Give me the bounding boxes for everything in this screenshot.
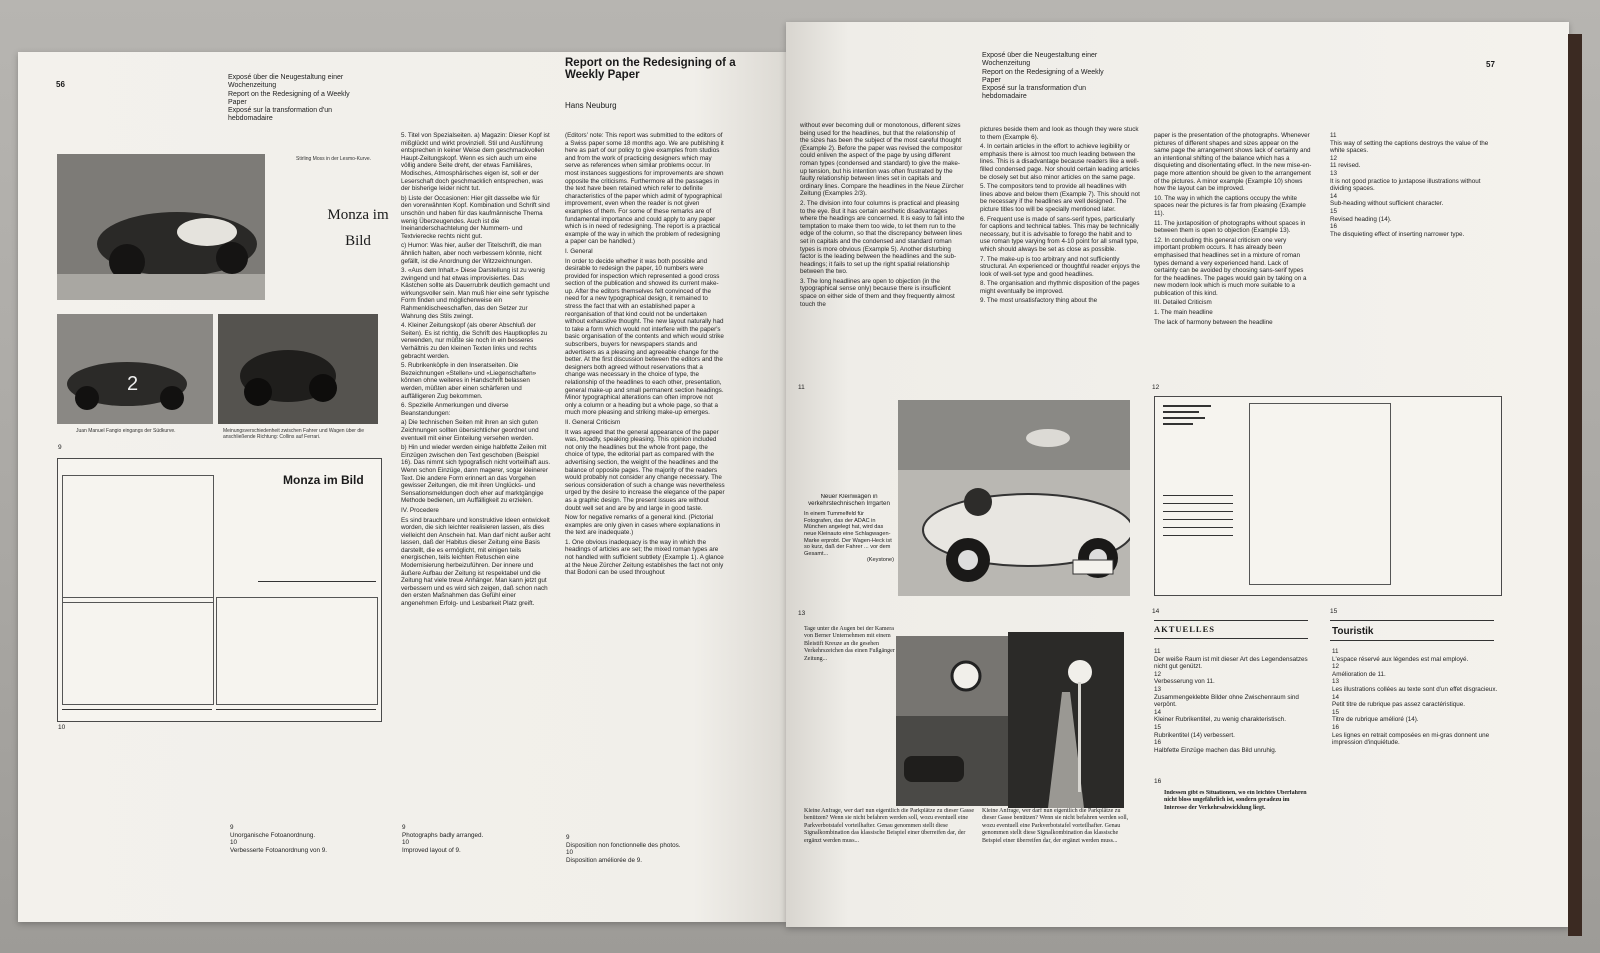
footnote-number: 10 xyxy=(402,839,410,847)
caption-text: Revised heading (14). xyxy=(1330,215,1392,223)
layout-rule xyxy=(1163,535,1233,536)
monza-headline-serif xyxy=(318,202,398,254)
caption-text: Titre de rubrique amélioré (14). xyxy=(1332,716,1419,724)
paragraph: 4. Kleiner Zeitungskopf (als oberer Abschluß der Seiten). Es ist richtig, die Schrift des Hauptkopfes zu verwenden, nur müßte sie noch in ein besseres Verhältnis zu den kleinen Texten links und rechts gebracht werden. xyxy=(401,322,548,360)
figure-number: 14 xyxy=(1152,608,1160,615)
paragraph: Now for negative remarks of a general kind. (Pictorial examples are only given in cases where explanations in the text are inadequate.) xyxy=(565,514,721,537)
caption-number: 16 xyxy=(1332,723,1340,731)
caption-text: Amélioration de 11. xyxy=(1332,670,1386,678)
caption-text: This way of setting the captions destroys the value of the white spaces. xyxy=(1330,139,1489,155)
german-text-column xyxy=(401,132,551,772)
caption-number: 14 xyxy=(1330,192,1338,200)
layout-photo-placeholder xyxy=(216,597,378,705)
monza-headline-text: Monza im Bild xyxy=(327,207,389,249)
race-car-illustration xyxy=(218,314,378,424)
paragraph: c) Humor: Was hier, außer der Titelschrift, die man ähnlich halten, aber noch verbessern könnte, nicht gefällt, ist die Anordnung der Witzzeichnungen. xyxy=(401,242,542,265)
paragraph: III. Detailed Criticism xyxy=(1154,299,1212,307)
page-number-left: 56 xyxy=(56,80,65,89)
monza-headline-bold: Monza im Bild xyxy=(283,473,364,487)
street-illustration xyxy=(896,636,1008,806)
caption-text: Verbesserung von 11. xyxy=(1154,678,1215,686)
caption-text: L'espace réservé aux légendes est mal employé. xyxy=(1332,655,1469,663)
photo-street-sign xyxy=(896,636,1008,806)
figure-13-text-bottom-2 xyxy=(982,808,1132,892)
caption-text: Zusammengeklebte Bilder ohne Zwischenraum sind verpönt. xyxy=(1154,693,1299,709)
race-car-illustration xyxy=(57,314,213,424)
paragraph: 3. «Aus dem Inhalt.» Diese Darstellung ist zu wenig zwingend und hat etwas improvisiertes. Das Kästchen sollte als Dauerrubrik deutlich gemacht und wirkungsvoller sein. Man muß hier eine sehr typische Form finden und möglicherweise ein Rahmenklischeeschaffen, das den Setzer zur Wahrung des Stils zwingt. xyxy=(401,267,550,320)
caption-text: Rubrikentitel (14) verbessert. xyxy=(1154,731,1235,739)
caption-title: Neuer Kleinwagen in verkehrstechnischen Irrgarten xyxy=(808,494,890,507)
paragraph: 5. Titel von Spezialseiten. a) Magazin: Dieser Kopf ist mißglückt und wirkt provinziell. Stil und Ausführung entsprechen in keiner Weise dem geschmackvollen Haupt-Zeitungskopf. Wenn es sich auch um eine völlig andere Seite dreht, der etwas Familiäres, Modisches, Atmosphärisches eigen ist, soll er der Leserschaft doch geschmacklich entsprechen, was der bisherige leider nicht tut. xyxy=(401,132,550,193)
caption-number: 15 xyxy=(1332,708,1340,716)
layout-rule xyxy=(216,709,376,710)
footnote-text: Improved layout of 9. xyxy=(402,846,461,854)
header-line: Paper xyxy=(982,76,1001,84)
caption-text: Sub-heading without sufficient character. xyxy=(1330,200,1444,208)
layout-rule xyxy=(1163,495,1233,496)
layout-rule xyxy=(1163,503,1233,504)
paragraph: 4. In certain articles in the effort to achieve legibility or emphasis there is almost too much leading between the lines. This is a disadvantage because readers like a well-filled condensed page. Nor should certain leading articles be closely set but also minor articles on the same page. xyxy=(980,143,1140,181)
caption-number: 13 xyxy=(1330,169,1338,177)
header-line: Exposé über die Neugestaltung einer xyxy=(982,52,1098,59)
paragraph: 3. The long headlines are open to objection (in the typographical sense only) because there is insufficient space on either side of them and they frequently almost touch the xyxy=(800,277,955,308)
layout-photo-placeholder xyxy=(62,597,214,705)
header-line: hebdomadaire xyxy=(982,93,1027,101)
caption-number: 12 xyxy=(1154,670,1162,678)
footnote-text: Unorganische Fotoanordnung. xyxy=(230,831,316,839)
paragraph: IV. Procedere xyxy=(401,506,439,514)
figure-number: 16 xyxy=(1154,778,1162,785)
paragraph: b) Hin und wieder werden einige halbfette Zeilen mit Einzügen zwischen den Text geschoben (Beispiel 16). Das nimmt sich typografisch nicht vorteilhaft aus. Wenn schon Einzüge, dann magerer, sogar kleinerer Text. Die andere Form erinnert an das Vorgehen gewisser Zeitungen, die mit ihren Unglücks- und Sensationsmeldungen doch eher auf marktgängige Methode bedienen, um Auffälligkeit zu erzielen. xyxy=(401,444,551,505)
paragraph: I. General xyxy=(565,247,593,255)
photo-race-car-moss xyxy=(57,154,265,300)
paragraph: II. General Criticism xyxy=(565,418,621,426)
paragraph: 6. Frequent use is made of sans-serif types, particularly for captions and technical tables. This may be technically necessary, but it is advisable to forego the habit and to use roman type varying from 4-10 point for all small type, which should always be set as close as possible. xyxy=(980,215,1139,253)
caption-text: Halbfette Einzüge machen das Bild unruhig. xyxy=(1154,746,1277,754)
caption-credit: (Keystone) xyxy=(866,557,894,564)
footnote-number: 10 xyxy=(566,849,574,857)
paragraph: without ever becoming dull or monotonous, different sizes being used for the headlines, but that the relationship of the sizes has been the subject of the most careful thought (Example 2). Before the paper was revised the compositor could enliven the aspect of the page by using different roman types (condensed and standard) to give the make-up tension, but his intention was often frustrated by the faulty relationship between lines set in capitals and ordinary lines. Compare the headlines in the Neue Zürcher Zeitung (Examples 2/3). xyxy=(800,122,964,198)
caption-text: Les lignes en retrait composées en mi-gras donnent une impression d'inquiétude. xyxy=(1332,731,1490,747)
figure-10-layout xyxy=(57,458,382,722)
paragraph: 5. Rubrikenköpfe in den Inseratseiten. Die Bezeichnungen «Stellen» und «Liegenschaften» können ohne weiteres in Handschrift belassen werden, müßten aber einen schärferen und auffälligeren Zug bekommen. xyxy=(401,362,537,400)
header-line: Wochenzeitung xyxy=(228,82,277,90)
caption-text: The disquieting effect of inserting narrower type. xyxy=(1330,230,1465,238)
caption-number: 12 xyxy=(1330,154,1338,162)
paragraph: paper is the presentation of the photographs. Whenever pictures of different shapes and sizes appear on the same page the arrangement shows lack of certainty and an intentional shifting of the balance which has a disquieting and disorientating effect. In the new mise-en-page more attention should be given to the arrangement of the pictures. A minor example (Example 10) shows how the layout can be improved. xyxy=(1154,132,1312,193)
figure-12-layout xyxy=(1154,396,1502,596)
paragraph: 11. The juxtaposition of photographs without spaces in between them is open to objection (Example 13). xyxy=(1154,219,1306,235)
footnote-text: Disposition non fonctionnelle des photos. xyxy=(566,841,681,849)
paragraph: Kleine Anfrage, wer darf nun eigentlich die Parkplätze zu dieser Gasse benützen? Wenn sie nicht befahren werden soll, wozu eventuell eine Parkverbotstafel vorteilhafter. Genau genommen stellt diese Signalkombination das klassische Beispiel einer überreifen dar, der ergänzt werden muss... xyxy=(804,808,975,844)
article-title: Report on the Redesigning of a Weekly Paper xyxy=(565,57,736,81)
figure-number: 13 xyxy=(798,610,806,617)
page-header-left xyxy=(228,74,398,124)
layout-photo-placeholder xyxy=(62,475,214,603)
layout-photo-placeholder xyxy=(1249,403,1391,585)
section-rule xyxy=(1154,638,1308,639)
article-author: Hans Neuburg xyxy=(565,101,617,110)
paragraph: 1. One obvious inadequacy is the way in which the headings of articles are set; the mixed roman types are not handled with sufficient subtlety (Example 1). A glance at the Neue Zürcher Zeitung establishes the fact not only that Bodoni can be used throughout xyxy=(565,538,724,577)
right-page xyxy=(786,22,1569,927)
caption-moss: Stirling Moss in der Lesmo-Kurve. xyxy=(296,156,372,162)
caption-number: 12 xyxy=(1332,663,1340,671)
paragraph: 12. In concluding this general criticism one very important problem occurs. It has already been emphasised that headlines set in a mixture of roman types demand a very experienced hand. Lack of certainty can be avoided by choosing sans-serif types for the headlines. The pages would gain by taking on a new modern look which is much more suitable to a publication of this kind. xyxy=(1154,236,1307,297)
page-number-right: 57 xyxy=(1486,60,1495,69)
paragraph: b) Liste der Occasionen: Hier gilt dasselbe wie für den vorerwähnten Kopf. Kombination und Schrift sind unschön und haben für das kaufmännische Thema wenig Überzeugendes. Auch ist die Ineinanderschachtelung der Nummern- und Textvierecke rechts nicht gut. xyxy=(401,194,550,240)
header-line: hebdomadaire xyxy=(228,115,273,123)
caption-number: 16 xyxy=(1154,739,1162,747)
layout-rule xyxy=(1163,411,1199,413)
page-header-right xyxy=(982,52,1152,102)
caption-number: 11 xyxy=(1154,648,1161,655)
layout-rule xyxy=(1163,527,1233,528)
header-line: Exposé sur la transformation d'un xyxy=(228,107,333,115)
header-line: Report on the Redesigning of a Weekly xyxy=(982,68,1104,76)
layout-rule xyxy=(1163,417,1205,419)
caption-number: 16 xyxy=(1330,223,1338,231)
small-car-illustration xyxy=(898,400,1130,596)
section-heading-touristik: Touristik xyxy=(1332,626,1374,637)
street-illustration xyxy=(1008,632,1124,808)
section-rule xyxy=(1330,620,1494,621)
race-car-illustration xyxy=(57,154,265,300)
french-notes-column xyxy=(1332,648,1500,788)
paragraph: 9. The most unsatisfactory thing about the xyxy=(980,297,1098,305)
header-line: Exposé sur la transformation d'un xyxy=(982,85,1087,93)
paragraph: a) Die technischen Seiten mit ihren an sich guten Zeichnungen sollten übersichtlicher geordnet und eventuell mit einer Einteilung versehen werden. xyxy=(401,419,539,442)
footnote-text: Verbesserte Fotoanordnung von 9. xyxy=(230,846,327,854)
layout-rule xyxy=(258,581,376,582)
left-page xyxy=(18,52,786,922)
layout-rule xyxy=(1163,423,1193,425)
caption-body: In einem Tummelfeld für Fotografen, das der ADAC in München angelegt hat, wird das neue Kleinauto eine Schlagwagen-Marke erprobt. Der Wagen-Heck ist so kurz, daß der Fahrer ... vor dem Gesamt... xyxy=(804,511,892,557)
paragraph: (Editors' note: This report was submitted to the editors of a Swiss paper some 18 months ago. We are publishing it here as part of our policy to give examples from studios and from the work of practicing designers which may serve as references when similar problems occur. In most instances suggestions for improvements are shown opposite the criticisms. Furthermore all the passages in the text have been retained which refer to definite characteristics of the paper which admit of typographical improvement, even when the reader is not given examples of them. For some of these remarks are of fundamental importance and could apply to any paper which is in need of redesigning. The report is a practical example of the way in which the problem of redesigning a paper can be handled.) xyxy=(565,132,724,246)
footnotes-english xyxy=(402,824,552,874)
header-line: Exposé über die Neugestaltung einer xyxy=(228,74,344,81)
paragraph: It was agreed that the general appearance of the paper was, broadly, speaking pleasing. This opinion included not only the headlines but the whole front page, the choice of type, the editorial part as compared with the advertising section, the weight of the headlines and the balance of opposite pages. The majority of the readers would probably not consider any change necessary. The serious consideration of such a change was nevertheless urged by the desire to increase the elegance of the paper as a graphic design. The present issues are without doubt well set and are by and large in good taste. xyxy=(565,428,725,512)
footnote-number: 9 xyxy=(566,834,570,841)
english-text-column-2 xyxy=(980,126,1140,372)
paragraph: 10. The way in which the captions occupy the white spaces near the pictures is far from pleasing (Example 11). xyxy=(1154,194,1306,217)
paragraph: pictures beside them and look as though they were stuck to them (Example 6). xyxy=(980,126,1139,141)
photo-race-car-collins xyxy=(218,314,378,424)
paragraph: 6. Spezielle Anmerkungen und diverse Beanstandungen: xyxy=(401,402,509,417)
figure-number: 15 xyxy=(1330,608,1338,615)
header-line: Report on the Redesigning of a Weekly xyxy=(228,90,350,98)
caption-text: 11 revised. xyxy=(1330,162,1361,170)
paragraph: 7. The make-up is too arbitrary and not sufficiently structural. An experienced or thoughtful reader enjoys the look of well-set type and good headlines. xyxy=(980,255,1140,278)
caption-text: Les illustrations collées au texte sont d'un effet disgracieux. xyxy=(1332,685,1498,693)
caption-number: 13 xyxy=(1154,685,1162,693)
footnotes-french xyxy=(566,834,736,884)
section-rule xyxy=(1330,640,1494,641)
footnote-text: Photographs badly arranged. xyxy=(402,831,484,839)
figure-16-sample xyxy=(1154,790,1312,890)
layout-rule xyxy=(1163,405,1211,407)
caption-text: Der weiße Raum ist mit dieser Art des Legendensatzes nicht gut genützt. xyxy=(1154,655,1308,671)
section-rule xyxy=(1154,620,1308,621)
english-text-column-3 xyxy=(1154,132,1312,372)
figure-13-text-left: Tage unter die Augen bei der Kamera von Berner Unternehmen mit einem Bleistift Kreuze an die gesehen Verkehrszeichen das einen Fußgänger Zeitung... xyxy=(804,626,895,662)
caption-text: Kleiner Rubrikentitel, zu wenig charakteristisch. xyxy=(1154,716,1286,724)
figure-number: 9 xyxy=(58,444,62,451)
caption-number: 14 xyxy=(1154,708,1162,716)
caption-number: 11 xyxy=(1330,132,1337,139)
svg-text:2: 2 xyxy=(127,373,139,395)
caption-collins: Meinungsverschiedenheit zwischen Fahrer und Wagen über die anschließende Richtung: Collins auf Ferrari. xyxy=(223,428,365,440)
paragraph: The lack of harmony between the headline xyxy=(1154,318,1273,326)
figure-number: 12 xyxy=(1152,384,1160,391)
paragraph: 8. The organisation and rhythmic disposition of the pages might eventually be improved. xyxy=(980,280,1140,295)
figure-13-text-bottom xyxy=(804,808,982,892)
paragraph: 2. The division into four columns is practical and pleasing to the eye. But it has certain aesthetic disadvantages where the headings are concerned. It is easy to fall into the temptation to make them too wide, to let them run to the edge of the column, so that the discrepancy between lines set in capitals and the condensed and standard roman types is more obvious (Example 5). Another disturbing factor is the leading between the headlines and the sub-headings; it fails to set up the right spatial relationship between the two. xyxy=(800,199,965,276)
caption-text: It is not good practice to juxtapose illustrations without dividing spaces. xyxy=(1330,177,1481,193)
layout-rule xyxy=(62,709,212,710)
book-cover-edge xyxy=(1568,34,1582,936)
header-line: Wochenzeitung xyxy=(982,60,1031,68)
layout-rule xyxy=(1163,519,1233,520)
german-notes-column xyxy=(1154,648,1312,768)
paragraph: 1. The main headline xyxy=(1154,309,1213,317)
footnote-number: 9 xyxy=(402,824,406,831)
footnote-number: 10 xyxy=(230,839,238,847)
photo-street-lane xyxy=(1008,632,1124,808)
caption-number: 15 xyxy=(1154,723,1162,731)
caption-number: 15 xyxy=(1330,207,1338,215)
section-heading-aktuelles: AKTUELLES xyxy=(1154,624,1215,634)
paragraph: Es sind brauchbare und konstruktive Ideen entwickelt worden, die sich leichter realisieren lassen, als dies vielleicht den Anschein hat. Man darf nicht außer acht lassen, daß der Habitus dieser Zeitung eine Basis darstellt, die es ermöglicht, mit einigen teils energischen, teils leichten Retuschen eine Modernisierung herbeizuführen. Der innere und äußere Aufbau der Zeitung ist respektabel und die Zeitung hat viele treue Anhänger. Man kann jetzt gut verbessern und es wird sich zeigen, daß schon nach den ersten Maßnahmen das Gefühl einer angenehmen Erfolg- und Lesbarkeit Platz greift. xyxy=(401,516,551,608)
caption-number: 13 xyxy=(1332,678,1340,686)
english-text-column-1 xyxy=(800,122,965,372)
caption-number: 14 xyxy=(1332,693,1340,701)
footnote-text: Disposition améliorée de 9. xyxy=(566,856,642,864)
paragraph: In order to decide whether it was both possible and desirable to redesign the paper, 10 numbers were provided for inspection which represented a good cross section of the publication and showed its current make-up. After the editors themselves felt convinced of the need for a new typographical design, it remained to stress the fact that with an established paper a reorganisation of that kind could not be undertaken without exhaustive thought. The new layout naturally had to take a form which would not interfere with the paper's basic organisation of the contents and which would strike subscribers, buyers for newspapers stands and advertisers as a pleasing and agreeable change for the better. At the first discussion between the editors and the designers both agreed without reservations that a change was necessary in the choice of type, the relationship of the headlines to each other, presentation, general make-up and small permanent section headings. Minor typographical alterations can often improve not only a column or a heading but a whole page, so that a much more pleasing and striking make-up emerges. xyxy=(565,257,724,417)
caption-number: 11 xyxy=(1332,648,1339,655)
footnotes-german xyxy=(230,824,380,874)
figure-number: 11 xyxy=(798,384,805,391)
caption-fangio: Juan Manuel Fangio eingangs der Südkurve. xyxy=(76,428,176,434)
english-captions-column xyxy=(1330,132,1500,292)
english-text-column xyxy=(565,132,725,772)
paragraph: Kleine Anfrage, wer darf nun eigentlich die Parkplätze zu dieser Gasse benützen? Wenn sie nicht befahren werden soll, wozu eventuell eine Parkverbotstafel vorteilhafter. Genau genommen stellt diese Signalkombination das klassische Beispiel einer überreifen dar, der ergänzt werden muss... xyxy=(982,808,1129,844)
figure-number: 10 xyxy=(58,724,66,731)
paragraph: 5. The compositors tend to provide all headlines with lines above and below them (Example 7). This should not be necessary if the headlines are well designed. The picture titles too will be specially mentioned later. xyxy=(980,183,1140,213)
caption-text: Petit titre de rubrique pas assez caractéristique. xyxy=(1332,701,1466,709)
photo-race-car-fangio xyxy=(57,314,213,424)
footnote-number: 9 xyxy=(230,824,234,831)
photo-kleinwagen xyxy=(898,400,1130,596)
header-line: Paper xyxy=(228,98,247,106)
figure-11-caption xyxy=(804,494,894,604)
bold-indent-text: Indessen gibt es Situationen, wo ein leichtes Überfahren nicht bloss ungefährlich ist, sondern geradezu im Interesse der Verkehrsabwicklung liegt. xyxy=(1164,790,1307,811)
layout-rule xyxy=(1163,511,1233,512)
